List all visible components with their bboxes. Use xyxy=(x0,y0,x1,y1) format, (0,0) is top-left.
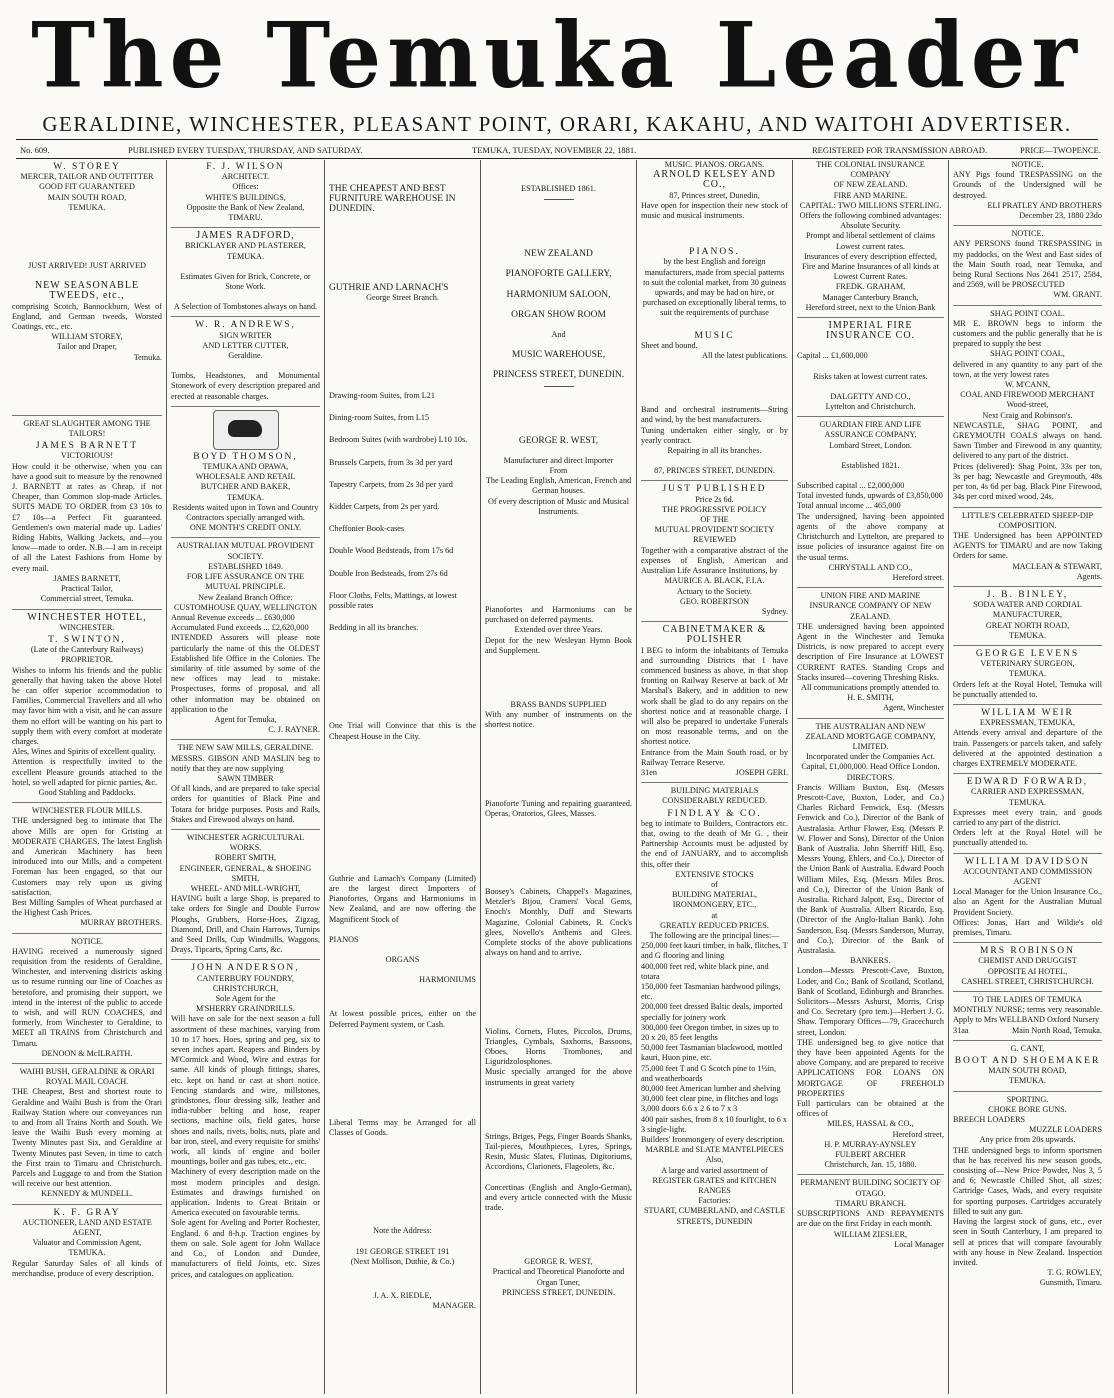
ad-agricultural-works: WINCHESTER AGRICULTURAL WORKS. ROBERT SMITH, ENGINEER, GENERAL, & SHOEING SMITH, WHEEL- AND MILL-WRIGHT, HAVING built a large Shop, is prepared to take orders for Single and Double Furrow Ploughs, Grubbers, Horse-Hoes, Zigzag, Diamond, Drill, and Chain Harrows, Turnips and Seed Drills, Cup Windmills, Waggons, Drays, Tipcarts, Spring Carts, &c. xyxy=(171,832,320,955)
timber-list: 250,000 feet kauri timber, in balk, flitches, T and G flooring and lining 400,000 feet red, white black pine, and totara 150,000 feet Tasmanian hardwood pilings, etc. 200,000 feet dressed Baltic deals, imported specially for joinery work 300,000 feet Oregon timber, in sizes up to 20 x 20, 85 feet lengths 50,000 feet Tasmanian blackwood, mottled kauri, Huon pine, etc. 75,000 feet T and G Scotch pine to 1½in, and weatherboards 80,000 feet American lumber and shelving 30,000 feet clear pine, in flitches and logs 3,000 doors 6.6 x 2 6 to 7 x 3 400 pair sashes, from 8 x 10 fourlight, to 6 x 3 single-light. xyxy=(641,941,788,1134)
ad-tweeds: JUST ARRIVED! JUST ARRIVED NEW SEASONABLE TWEEDS, etc., comprising Scotch, Bannockburn, West of England, and German tweeds, Worsted Coatings, etc., etc. WILLIAM STOREY, Tailor and Draper, Temuka. xyxy=(12,261,162,362)
column-4 xyxy=(480,160,636,1394)
ad-binley: J. B. BINLEY, SODA WATER AND CORDIAL MANUFACTURER, GREAT NORTH ROAD, TEMUKA. xyxy=(973,589,1082,640)
column-7 xyxy=(948,160,1106,1394)
columns xyxy=(8,160,1106,1394)
publication-schedule: PUBLISHED EVERY TUESDAY, THURSDAY, AND SATURDAY. xyxy=(128,145,363,155)
ad-west-music: ESTABLISHED 1861. NEW ZEALAND PIANOFORTE GALLERY, HARMONIUM SALOON, ORGAN SHOW ROOM And MUSIC WAREHOUSE, PRINCESS STREET, DUNEDIN. GEORGE R. WEST, Manufacturer and direct Importer From The Leading English, American, French and German houses. Of every description of Music and Musical Instruments. Pianofortes and Harmoniums can be purchased on deferred payments. Extended over three Years. Depot for the new Wesleyan Hymn Book and Supplement. BRASS BANDS SUPPLIED With any number of instruments on the shortest notice. Pianoforte Tuning and repairing guaranteed. Operas, Oratorios, Glees, Masses. Boosey's Cabinets, Chappel's Magazines, Metzler's Bijou, Cramers' Vocal Gems, Enoch's Monthly, Duff and Stewarts Magazine, Colonial Cabinets, R. Cock's glees, Novello's Anthems and Glees. Complete stocks of the above publications always on hand and to arrive. Violins, Cornets, Flutes, Piccolos, Drums, Triangles, Cymbals, Saxhorns, Bassoons, Oboes, Horns Trombones, and Liguridzolosphones. Music specially arranged for the above instruments in great variety Strings, Briges, Pegs, Finger Boards Shanks, Tail-pieces, Mouthpieces, Lyres, Springs, Resin, Music Slates, Flutinas, Digitoriums, Accordions, Clarionets, Flageolets, &c. Concertinas (English and Anglo-German), and every article connected with the Music trade. GEORGE R. WEST, Practical and Theoretical Pianoforte and Organ Tuner, PRINCESS STREET, DUNEDIN. xyxy=(485,184,632,1297)
ad-cant: G. CANT, BOOT AND SHOEMAKER MAIN SOUTH ROAD, TEMUKA. xyxy=(954,1043,1101,1086)
ad-just-published: JUST PUBLISHED Price 2s 6d. THE PROGRESSIVE POLICY OF THE MUTUAL PROVIDENT SOCIETY REVIEWED Together with a comparative abstract of the expenses of English, American and Australian Life Assurance Institutions, by MAURICE A. BLACK, F.I.A. Actuary to the Society. GEO. ROBERTSON Sydney. xyxy=(641,484,788,616)
bull-illustration xyxy=(213,410,279,450)
issue-number: No. 609. xyxy=(20,145,50,155)
ad-sporting: SPORTING. CHOKE BORE GUNS. BREECH LOADERS MUZZLE LOADERS Any price from 20s upwards. THE undersigned begs to inform sportsmen that he has received his new season goods, consisting of—New Price Powder, Nos 3, 5 and 6; Newcastle Chilled Shot, all sizes; Cartridge Cases, Wads, and every requisite for sporting purposes. Cartridges accurately filled to suit any gun. Having the largest stock of guns, etc., ever seen in South Canterbury, I am prepared to sell at prices that will compare favourably with any house in New Zealand. Inspection invited. T. G. ROWLEY, Gunsmith, Timaru. xyxy=(953,1094,1102,1288)
masthead-title: The Temuka Leader xyxy=(31,2,1083,109)
ad-sheep-dip: LITTLE'S CELEBRATED SHEEP-DIP COMPOSITION. THE Undersigned has been APPOINTED AGENTS for TIMARU and are now Taking Orders for same. MACLEAN & STEWART, Agents. xyxy=(953,510,1102,581)
ad-storey: W. STOREY MERCER, TAILOR AND OUTFITTER GOOD FIT GUARANTEED MAIN SOUTH ROAD, TEMUKA. xyxy=(20,162,154,212)
top-rule xyxy=(16,139,1098,140)
ad-flour-mills: WINCHESTER FLOUR MILLS. THE undersigned beg to intimate that The above Mills are open for Gristing at MODERATE CHARGES. The latest English and American Machinery has been introduced into our Mills, and a competent Foreman has been engaged, so that our Customers may rely upon us giving satisfaction. Best Milling Samples of Wheat purchased at the Highest Cash Prices. MURRAY BROTHERS. xyxy=(12,806,162,928)
dateline-rule xyxy=(16,158,1098,159)
ad-monthly-nurse: TO THE LADIES OF TEMUKA MONTHLY NURSE; terms very reasonable. Apply to Mrs WELLBAND Oxford Nursery 31aa Main North Road, Temuka. xyxy=(953,995,1102,1035)
ad-levens: GEORGE LEVENS VETERINARY SURGEON, TEMUKA. Orders left at the Royal Hotel, Temuka will be punctually attended to. xyxy=(953,648,1102,699)
furniture-price-list: Drawing-room Suites, from L21 Dining-room Suites, from L15 Bedroom Suites (with wardrobe) L10 10s. Brussels Carpets, from 3s 3d per yard Tapestry Carpets, from 2s 3d per yard Kidder Carpets, from 2s per yard. Cheffonier Book-cases Double Wood Bedsteads, from 17s 6d Double Iron Bedsteads, from 27s 6d Floor Cloths, Felts, Mattings, at lowest possible rates Bedding in all its branches. xyxy=(329,391,468,633)
column-5 xyxy=(636,160,792,1394)
ad-weir: WILLIAM WEIR EXPRESSMAN, TEMUKA, Attends every arrival and departure of the train. Passengers or parcels taken, and safely delivered at the appointed destination a charges EXTREMELY MODERATE. xyxy=(953,707,1102,768)
ad-radford: JAMES RADFORD, BRICKLAYER AND PLASTERER, TEMUKA. Estimates Given for Brick, Concrete, or Stone Work. A Selection of Tombstones always on hand. xyxy=(173,230,318,312)
ad-gray: K. F. GRAY AUCTIONEER, LAND AND ESTATE AGENT, Valuator and Commission Agent, TEMUKA. Regular Saturday Sales of all kinds of merchandise, produce of every description. xyxy=(12,1207,162,1278)
ad-shag-point-coal: SHAG POINT COAL. MR E. BROWN begs to inform the customers and the public generally that he is prepared to supply the best SHAG POINT COAL, delivered in any quantity to any part of the town, at the very lowest rates W. M'CANN, COAL AND FIREWOOD MERCHANT Wood-street, Next Craig and Robinson's. NEWCASTLE, SHAG POINT, and GREYMOUTH COALS always on hand. Sawn Timber and Firewood in any quantity, delivered to any part of the district. Prices (delivered): Shag Point, 33s per ton, 3s per bag; Newcastle and Greymouth, 48s per ton, 4s 6d per bag. Black Pine Firewood, 34s per cord mixed wood, 24s. xyxy=(953,308,1102,502)
ad-building-materials: BUILDING MATERIALS CONSIDERABLY REDUCED. FINDLAY & CO. beg to intimate to Builders, Contractors etc. that, owing to the death of Mr G. , their Partnership Accounts must be adjusted by the end of JANUARY, and to accomplish this, offer their EXTENSIVE STOCKS of BUILDING MATERIAL, IRONMONGERY, ETC., at GREATLY REDUCED PRICES. The following are the principal lines:— 250,000 feet kauri timber, in balk, flitches, T and G flooring and lining 400,000 feet red, white black pine, and totara 150,000 feet Tasmanian hardwood pilings, etc. 200,000 feet dressed Baltic deals, imported specially for joinery work 300,000 feet Oregon timber, in sizes up to 20 x 20, 85 feet lengths 50,000 feet Tasmanian blackwood, mottled kauri, Huon pine, etc. 75,000 feet T and G Scotch pine to 1½in, and weatherboards 80,000 feet American lumber and shelving 30,000 feet clear pine, in flitches and logs 3,000 doors 6.6 x 2 6 to 7 x 3 400 pair sashes, from 8 x 10 fourlight, to 6 x 3 single-light. Builders' Ironmongery of every description. MARBLE and SLATE MANTELPIECES Also, A large and varied assortment of REGISTER GRATES and KITCHEN RANGES Factories: STUART, CUMBERLAND, and CASTLE STREETS, DUNEDIN xyxy=(641,786,788,1226)
dateline xyxy=(20,143,1101,157)
ad-mortgage-company: THE AUSTRALIAN AND NEW ZEALAND MORTGAGE COMPANY, LIMITED. Incorporated under the Companies Act. Capital, £1,000,000. Head Office London. DIRECTORS. Francis William Buxton, Esq. (Messrs Prescott-Cave, Buxton, Loder, and Co.) Charles Richard Fenwick, Esq. (Messrs Fenwick and Co.), Director of the Bank of Australasia. Arthur Flower, Esq. (Messrs P. W. Flower and Sons), Director of the Union Bank of Australia. John Sherriff Hill, Esq. Messrs Young, Ehlers, and Co.), Director of the Union Bank of Australia. Edward Pooch William Miles, Esq. (Messrs Miles Bros. and Co.), Director of the Union Bank of Australia. Richard Jalpott, Esq., Director of the Bank of Australia. Albert Ricardo, Esq. (Director of the Anglo-Italian Bank). John Sanderson, Esq. (Messrs Sanderson, Murray, and Co.), Director of the Bank of Australasia. BANKERS. London—Messrs Prescott-Cave, Buxton, Loder, and Co.; Bank of Scotland, Scotland, Bank of Scotland, Edinburgh and Branches. Solicitors—Messrs Ashurst, Morris, Crisp and Co. Secretary (pro tem.)—Herbert J. G. Shaw. Temporary Offices—79, Gracechurch street, London. THE undersigned beg to give notice that they have been appointed Agents for the above Company, and are prepared to receive APPLICATIONS FOR LOANS ON MORTGAGE OF FREEHOLD PROPERTIES Full particulars can be obtained at the offices of MILES, HASSAL & CO., Hereford street, H. P. MURRAY-AYNSLEY FULBERT ARCHER Christchurch, Jan. 15, 1880. xyxy=(797,721,944,1170)
ad-thomson: BOYD THOMSON, TEMUKA AND OPAWA, WHOLESALE AND RETAIL BUTCHER AND BAKER, TEMUKA. Residents waited upon in Town and Country Contractors specially arranged with. ONE MONTH'S CREDIT ONLY. xyxy=(172,451,319,533)
ad-amp-society: AUSTRALIAN MUTUAL PROVIDENT SOCIETY. ESTABLISHED 1849. FOR LIFE ASSURANCE ON THE MUTUAL PRINCIPLE. New Zealand Branch Office: CUSTOMHOUSE QUAY, WELLINGTON Annual Revenue exceeds ... £630,000 Accumulated Fund exceeds ... £2,620,000 INTENDED Assurers will please note particularly the name of this the OLDEST Established life Office in the Colonies. The similarity of title assumed by some of the new offices may lead to mistake. Prospectuses, forms of proposal, and all other information may be obtained on application to the Agent for Temuka, C. J. RAYNER. xyxy=(171,541,320,735)
ad-kelsey-music: MUSIC. PIANOS. ORGANS. ARNOLD KELSEY AND CO., 87, Princes street, Dunedin, Have open for inspection their new stock of music and musical instruments. PIANOS. by the best English and foreign manufacturers, made from special patterns to suit the colonial market, from 30 guineas upwards, and may be had on hire, or purchased on exceptionally liberal terms, to suit the requirements of purchase MUSIC Sheet and bound. All the latest publications. Band and orchestral instruments—String and wind, by the best manufacturers. Tuning undertaken either singly, or by yearly contract. Repairing in all its branches. 87, PRINCES STREET, DUNEDIN. xyxy=(641,160,788,476)
masthead-subtitle: GERALDINE, WINCHESTER, PLEASANT POINT, ORARI, KAKAHU, AND WAITOHI ADVERTISER. xyxy=(42,112,1072,136)
ad-forward: EDWARD FORWARD, CARRIER AND EXPRESSMAN, TEMUKA. Expresses meet every train, and goods carried to any part of the district. Orders left at the Royal Hotel will be punctually attended to. xyxy=(953,777,1102,848)
ad-colonial-insurance: THE COLONIAL INSURANCE COMPANY OF NEW ZEALAND. FIRE AND MARINE. CAPITAL: TWO MILLIONS STERLING. Offers the following combined advantages: Absolute Security. Prompt and liberal settlement of claims Lowest current rates. Insurances of every description effected, Fire and Marine Insurances of all kinds at Lowest Current Rates. FREDK. GRAHAM, Manager Canterbury Branch, Hereford street, next to the Union Bank xyxy=(799,160,942,312)
issue-date: TEMUKA, TUESDAY, NOVEMBER 22, 1881. xyxy=(472,145,637,155)
ad-coach-notice: NOTICE. HAVING received a numerously signed requisition from the residents of Geraldine, Winchester, and intervening districts asking us to resume running our line of Coaches as heretofore, and promising their support, we intend in the interest of the public to accede to wish, and will RUN COACHES, and formerly, from Winchester to Geraldine, to MEET all TRAINS from Christchurch and Timaru. DENOON & McILRAITH. xyxy=(12,936,162,1058)
ad-barnett: GREAT SLAUGHTER AMONG THE TAILORS! JAMES BARNETT VICTORIOUS! How could it be otherwise, when you can have a good suit to measure by the renowned J. BARNETT at rates as Cheap, if not Cheaper, than Common slop-made Articles. SUITS MADE TO ORDER from £3 10s to £7 10s—a Perfect Fit guaranteed. Gentlemen's own material made up. Ladies' Riding Habits, Walking Jackets, and—you know—made to order. N.B.—I am in receipt of all the Latest Fashions from Home by every mail. JAMES BARNETT, Practical Tailor, Commercial street, Temuka. xyxy=(12,418,162,604)
ad-robinson: MRS ROBINSON CHEMIST AND DRUGGIST OPPOSITE AI HOTEL, CASHEL STREET, CHRISTCHURCH. xyxy=(961,946,1094,986)
ad-pigs-notice: NOTICE. ANY Pigs found TRESPASSING on the Grounds of the Undersigned will be destroyed. ELI PRATLEY AND BROTHERS December 23, 1880 23do xyxy=(953,160,1102,221)
ad-union-fire: UNION FIRE AND MARINE INSURANCE COMPANY OF NEW ZEALAND. THE undersigned having been appointed Agent in the Winchester and Temuka Districts, is now prepared to accept every description of Fire Insurance at LOWEST CURRENT RATES. Standing Crops and Stacks insured—covering Threshing Risks. All communications promptly attended to. H. E. SMITH, Agent, Winchester xyxy=(797,591,944,713)
ad-cabinetmaker: CABINETMAKER & POLISHER I BEG to inform the inhabitants of Temuka and surrounding Districts that I have commenced business as above, in that shop fronting on Railway Reserve at back of Mr Marshal's Bakery, and in addition to new work shall be glad to do any repairs on the shortest notice and at reasonable charge. I will also be prepared to undertake Funerals on most reasonable terms, and on the shortest notice. Entrance from the Main South road, or by Railway Terrace Reserve. 31en JOSEPH GERI. xyxy=(641,624,788,777)
ad-wilson: F. J. WILSON ARCHITECT. Offices: WHITE'S BUILDINGS, Opposite the Bank of New Zealand, TIMARU. xyxy=(186,162,305,223)
ad-anderson: JOHN ANDERSON, CANTERBURY FOUNDRY, CHRISTCHURCH, Sole Agent for the M'SHERRY GRAINDRILLS. Will have on sale for the next season a full assortment of these machines, varying from 10 to 17 hoes. Hoes, spring and peg, six to seven inches apart. Reapers and Binders by M'Cormick and Wood, Wire and extras for same. All kinds of plough fittings, shares, etc. kept on hand or cast at short notice. Fencing standards and wire, millstones, grindstones, flour dressing silk, leather and india-rubber belting and hose, reaper sections, machine oils, field gates, horse shoes and nails, rivets, bolts, nuts, plate and bar iron, steel, and every requisite for smiths' work, all kinds of engine and boiler mountings, boiler and gas tubes, etc., etc. Machinery of every description made on the most modern principles and design. Estimates and drawings furnished on application. Indents to Great Britain or America executed on favourable terms. Sole agent for Aveling and Porter Rochester, England. 6 and 8-h.p. Traction engines by them on sale. Sole agent for John Wallace and Co., of London and Dundee, manufacturers of field Joints, etc. Sizes prices, and catalogues on application. xyxy=(171,963,320,1279)
ad-davidson: WILLIAM DAVIDSON ACCOUNTANT AND COMMISSION AGENT Local Manager for the Union Insurance Co., also an Agent for the Australian Mutual Provident Society. Offices: Jonas, Hart and Wildie's old premises, Timaru. xyxy=(953,856,1102,938)
column-6 xyxy=(792,160,948,1394)
registration-note: REGISTERED FOR TRANSMISSION ABROAD. xyxy=(812,145,988,155)
ad-trespass-notice: NOTICE. ANY PERSONS found TRESPASSING in my paddocks, on the West and East sides of the Main South road, near Temuka, and being Rural Sections Nos 2641 2517, 2584, and 2569, will be PROSECUTED WM. GRANT. xyxy=(953,229,1102,300)
price: PRICE—TWOPENCE. xyxy=(1020,145,1101,155)
ad-guthrie-larnach: THE CHEAPEST AND BEST FURNITURE WAREHOUSE IN DUNEDIN. GUTHRIE AND LARNACH'S George Street Branch. Drawing-room Suites, from L21 Dining-room Suites, from L15 Bedroom Suites (with wardrobe) L10 10s. Brussels Carpets, from 3s 3d per yard Tapestry Carpets, from 2s 3d per yard Kidder Carpets, from 2s per yard. Cheffonier Book-cases Double Wood Bedsteads, from 17s 6d Double Iron Bedsteads, from 27s 6d Floor Cloths, Felts, Mattings, at lowest possible rates Bedding in all its branches. One Trial will Convince that this is the Cheapest House in the City. Guthrie and Larnach's Company (Limited) are the largest direct Importers of Pianofortes, Organs and Harmoniums in New Zealand, and are now offering the Magnificent Stock of PIANOS ORGANS HARMONIUMS At lowest possible prices, either on the Deferred Payment system, or Cash. Liberal Terms may be Arranged for all Classes of Goods. Note the Address: 191 GEORGE STREET 191 (Next Mollison, Duthie, & Co.) J. A. X. RIEDLE, MANAGER. xyxy=(329,184,476,1311)
column-2 xyxy=(166,160,324,1394)
ad-saw-mills: THE NEW SAW MILLS, GERALDINE. MESSRS. GIBSON AND MASLIN beg to notify that they are now supplying SAWN TIMBER Of all kinds, and are prepared to take special orders for quantities of Black Pine and Totara for bridge purposes. Posts and Rails, Stakes and Firewood always on hand. xyxy=(171,743,320,824)
ad-andrews: W. R. ANDREWS, SIGN WRITER AND LETTER CUTTER, Geraldine. Tombs, Headstones, and Monumental Stonework of every description prepared and erected at reasonable charges. xyxy=(171,320,320,401)
column-3 xyxy=(324,160,480,1394)
ad-winchester-hotel: WINCHESTER HOTEL, WINCHESTER. T. SWINTON, (Late of the Canterbury Railways) PROPRIETOR. Wishes to inform his friends and the public generally that having taken the above Hotel he can offer superior accommodation to Families, Commercial Travellers and all who may favor him with a visit, and he can assure them no effort will be wanting on his part to supply them with every comfort at moderate charges. Ales, Wines and Spirits of excellent quality. Attention is respectfully invited to the excellent Pleasure grounds attached to the hotel, so well adapted for picnic parties, &c. Good Stabling and Paddocks. xyxy=(12,611,162,797)
ad-imperial-fire: IMPERIAL FIRE INSURANCE CO. Capital ... £1,600,000 Risks taken at lowest current rates. DALGETTY AND CO., Lyttelton and Christchurch. xyxy=(797,320,928,412)
ad-guardian: GUARDIAN FIRE AND LIFE ASSURANCE COMPANY, Lombard Street, London. Established 1821. Subscribed capital ... £2,000,000 Total invested funds, upwards of £3,850,000 Total annual income ... 465,000 The undersigned, having been appointed agents of the above company at Christchurch and Lyttelton, are prepared to issue policies of insurance against fire on the usual terms. CHRYSTALL AND CO., Hereford street. xyxy=(797,420,944,582)
ad-building-society: PERMANENT BUILDING SOCIETY OF OTAGO. TIMARU BRANCH. SUBSCRIPTIONS AND REPAYMENTS are due on the first Friday in each month. WILLIAM ZIESLER, Local Manager xyxy=(797,1178,944,1249)
ad-waihi-coach: WAIHI BUSH, GERALDINE & ORARI ROYAL MAIL COACH. THE Cheapest, Best and shortest route to Geraldine and Waihi Bush is from the Orari Railway Station where our conveyances run to and from all Trains North and South. We leave the Waihi Bush every morning at Twenty Minutes past Six, and Geraldine at Twenty Minutes past Seven, in time to catch the First train to Timaru and Christchurch. Parcels and Luggage to and from the Station will receive our best attention. KENNEDY & MUNDELL. xyxy=(12,1067,162,1199)
column-1 xyxy=(8,160,166,1394)
